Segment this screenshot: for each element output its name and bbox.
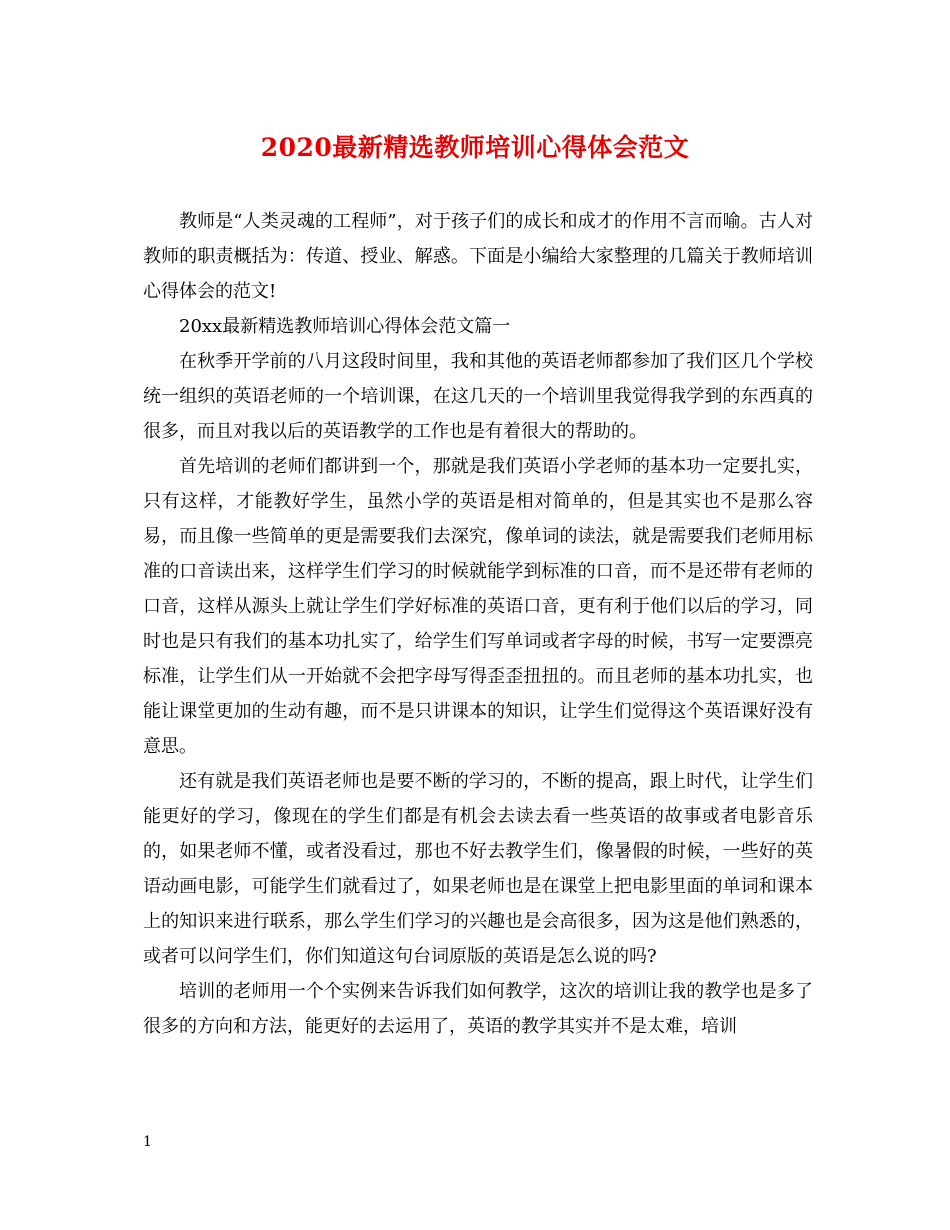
paragraph-3: 还有就是我们英语老师也是要不断的学习的，不断的提高，跟上时代，让学生们能更好的学习，像现在的学生们都是有机会去读去看一些英语的故事或者电影音乐的，如果老师不懂，或者没看过，那也不好去教学生们，像暑假的时候，一些好的英语动画电影，可能学生们就看过了，如果老师也是在课堂上把电影里面的单词和课本上的知识来进行联系，那么学生们学习的兴趣也是会高很多，因为这是他们熟悉的，或者可以问学生们，你们知道这句台词原版的英语是怎么说的吗? xyxy=(143,771,813,967)
paragraph-1: 在秋季开学前的八月这段时间里，我和其他的英语老师都参加了我们区几个学校统一组织的英语老师的一个培训课，在这几天的一个培训里我觉得我学到的东西真的很多，而且对我以后的英语教学的工作也是有着很大的帮助的。 xyxy=(143,351,813,442)
section-heading: 20xx最新精选教师培训心得体会范文篇一 xyxy=(179,316,511,337)
paragraph-4: 培训的老师用一个个实例来告诉我们如何教学，这次的培训让我的教学也是多了很多的方向和方法，能更好的去运用了，英语的教学其实并不是太难，培训 xyxy=(143,981,813,1037)
page-number: 1 xyxy=(143,1134,152,1150)
paragraph-2: 首先培训的老师们都讲到一个，那就是我们英语小学老师的基本功一定要扎实，只有这样，才能教好学生，虽然小学的英语是相对简单的，但是其实也不是那么容易，而且像一些简单的更是需要我们去深究，像单词的读法，就是需要我们老师用标准的口音读出来，这样学生们学习的时候就能学到标准的口音，而不是还带有老师的口音，这样从源头上就让学生们学好标准的英语口音，更有利于他们以后的学习，同时也是只有我们的基本功扎实了，给学生们写单词或者字母的时候，书写一定要漂亮标准，让学生们从一开始就不会把字母写得歪歪扭扭的。而且老师的基本功扎实，也能让课堂更加的生动有趣，而不是只讲课本的知识，让学生们觉得这个英语课好没有意思。 xyxy=(143,456,813,757)
document-body xyxy=(143,204,813,1044)
document-title: 2020最新精选教师培训心得体会范文 xyxy=(260,133,690,162)
paragraph-intro: 教师是“人类灵魂的工程师”，对于孩子们的成长和成才的作用不言而喻。古人对教师的职责概括为：传道、授业、解惑。下面是小编给大家整理的几篇关于教师培训心得体会的范文! xyxy=(143,211,813,302)
